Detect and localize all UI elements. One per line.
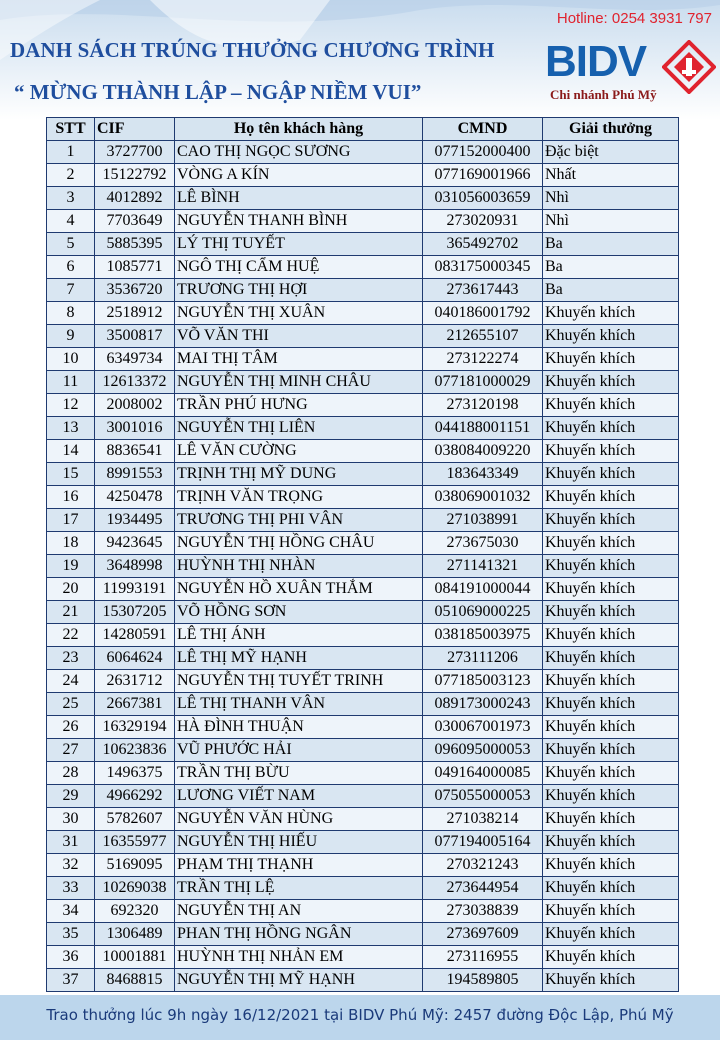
- row-prize: Nhì: [543, 187, 679, 210]
- table-row: [47, 555, 679, 578]
- row-cif: 3648998: [95, 555, 175, 578]
- row-cmnd: 273020931: [423, 210, 543, 233]
- row-prize: Khuyến khích: [543, 693, 679, 716]
- row-cif: 3727700: [95, 141, 175, 164]
- row-cmnd: 273675030: [423, 532, 543, 555]
- table-row: [47, 647, 679, 670]
- row-customer-name: TRẦN THỊ BỪU: [175, 762, 423, 785]
- page-title: DANH SÁCH TRÚNG THƯỞNG CHƯƠNG TRÌNH: [10, 38, 495, 62]
- row-stt: 11: [47, 371, 95, 394]
- row-stt: 6: [47, 256, 95, 279]
- table-row: [47, 371, 679, 394]
- row-cif: 5885395: [95, 233, 175, 256]
- row-stt: 32: [47, 854, 95, 877]
- table-row: [47, 670, 679, 693]
- row-prize: Khuyến khích: [543, 394, 679, 417]
- row-cif: 8991553: [95, 463, 175, 486]
- row-cif: 6349734: [95, 348, 175, 371]
- row-prize: Khuyến khích: [543, 302, 679, 325]
- row-prize: Khuyến khích: [543, 854, 679, 877]
- row-customer-name: HÀ ĐÌNH THUẬN: [175, 716, 423, 739]
- row-customer-name: NGUYỄN THỊ MINH CHÂU: [175, 371, 423, 394]
- table-row: [47, 394, 679, 417]
- row-stt: 14: [47, 440, 95, 463]
- row-cmnd: 183643349: [423, 463, 543, 486]
- row-prize: Khuyến khích: [543, 417, 679, 440]
- row-stt: 19: [47, 555, 95, 578]
- row-cmnd: 273697609: [423, 923, 543, 946]
- row-prize: Khuyến khích: [543, 762, 679, 785]
- row-customer-name: TRỊNH THỊ MỸ DUNG: [175, 463, 423, 486]
- row-cmnd: 044188001151: [423, 417, 543, 440]
- row-stt: 20: [47, 578, 95, 601]
- row-customer-name: NGUYỄN THỊ LIÊN: [175, 417, 423, 440]
- header-stt: STT: [47, 118, 95, 141]
- row-customer-name: NGUYỄN THỊ AN: [175, 900, 423, 923]
- table-row: [47, 969, 679, 992]
- row-cmnd: 075055000053: [423, 785, 543, 808]
- row-cif: 1496375: [95, 762, 175, 785]
- table-row: [47, 233, 679, 256]
- row-stt: 27: [47, 739, 95, 762]
- row-stt: 12: [47, 394, 95, 417]
- row-prize: Khuyến khích: [543, 877, 679, 900]
- row-customer-name: NGUYỄN HỒ XUÂN THẮM: [175, 578, 423, 601]
- row-cif: 3536720: [95, 279, 175, 302]
- row-cmnd: 271038214: [423, 808, 543, 831]
- row-prize: Ba: [543, 233, 679, 256]
- table-row: [47, 946, 679, 969]
- table-row: [47, 187, 679, 210]
- branch-label: Chi nhánh Phú Mỹ: [550, 87, 657, 102]
- row-customer-name: HUỲNH THỊ NHÀN: [175, 555, 423, 578]
- row-cif: 15122792: [95, 164, 175, 187]
- row-customer-name: CAO THỊ NGỌC SƯƠNG: [175, 141, 423, 164]
- row-cif: 8836541: [95, 440, 175, 463]
- row-customer-name: VÕ HỒNG SƠN: [175, 601, 423, 624]
- table-row: [47, 808, 679, 831]
- table-row: [47, 532, 679, 555]
- row-cmnd: 273122274: [423, 348, 543, 371]
- table-row: [47, 877, 679, 900]
- header-cif: CIF: [95, 118, 175, 141]
- row-cmnd: 077185003123: [423, 670, 543, 693]
- row-prize: Khuyến khích: [543, 831, 679, 854]
- row-stt: 29: [47, 785, 95, 808]
- table-row: [47, 831, 679, 854]
- row-cmnd: 365492702: [423, 233, 543, 256]
- row-cmnd: 273617443: [423, 279, 543, 302]
- row-cif: 10269038: [95, 877, 175, 900]
- row-cmnd: 089173000243: [423, 693, 543, 716]
- row-stt: 10: [47, 348, 95, 371]
- row-stt: 8: [47, 302, 95, 325]
- row-cmnd: 212655107: [423, 325, 543, 348]
- row-customer-name: NGUYỄN THỊ HIẾU: [175, 831, 423, 854]
- row-stt: 3: [47, 187, 95, 210]
- row-prize: Khuyến khích: [543, 486, 679, 509]
- row-customer-name: LÊ THỊ THANH VÂN: [175, 693, 423, 716]
- row-cif: 15307205: [95, 601, 175, 624]
- row-cmnd: 084191000044: [423, 578, 543, 601]
- row-customer-name: LÊ THỊ MỸ HẠNH: [175, 647, 423, 670]
- row-cif: 4966292: [95, 785, 175, 808]
- table-row: [47, 693, 679, 716]
- table-row: [47, 578, 679, 601]
- row-cmnd: 273038839: [423, 900, 543, 923]
- row-prize: Khuyến khích: [543, 440, 679, 463]
- row-cmnd: 273116955: [423, 946, 543, 969]
- row-cif: 3001016: [95, 417, 175, 440]
- row-stt: 18: [47, 532, 95, 555]
- row-customer-name: TRƯƠNG THỊ HỢI: [175, 279, 423, 302]
- row-customer-name: LÝ THỊ TUYẾT: [175, 233, 423, 256]
- row-stt: 21: [47, 601, 95, 624]
- row-cif: 5782607: [95, 808, 175, 831]
- row-stt: 37: [47, 969, 95, 992]
- row-cmnd: 077181000029: [423, 371, 543, 394]
- row-stt: 23: [47, 647, 95, 670]
- row-cif: 1085771: [95, 256, 175, 279]
- row-cif: 8468815: [95, 969, 175, 992]
- table-row: [47, 325, 679, 348]
- row-cmnd: 040186001792: [423, 302, 543, 325]
- row-customer-name: NGUYỄN THỊ HỒNG CHÂU: [175, 532, 423, 555]
- logo-wordmark: BIDV: [545, 37, 647, 86]
- row-stt: 1: [47, 141, 95, 164]
- row-cif: 7703649: [95, 210, 175, 233]
- table-row: [47, 440, 679, 463]
- table-row: [47, 348, 679, 371]
- row-prize: Ba: [543, 256, 679, 279]
- row-cmnd: 030067001973: [423, 716, 543, 739]
- table-row: [47, 210, 679, 233]
- row-cif: 5169095: [95, 854, 175, 877]
- row-stt: 9: [47, 325, 95, 348]
- row-customer-name: TRỊNH VĂN TRỌNG: [175, 486, 423, 509]
- bidv-emblem-icon: [662, 40, 716, 94]
- row-cif: 11993191: [95, 578, 175, 601]
- header-cmnd: CMND: [423, 118, 543, 141]
- row-customer-name: LÊ THỊ ÁNH: [175, 624, 423, 647]
- row-customer-name: TRẦN PHÚ HƯNG: [175, 394, 423, 417]
- table-row: [47, 302, 679, 325]
- table-row: [47, 601, 679, 624]
- row-cif: 692320: [95, 900, 175, 923]
- row-cmnd: 083175000345: [423, 256, 543, 279]
- row-cif: 2667381: [95, 693, 175, 716]
- row-cif: 14280591: [95, 624, 175, 647]
- row-stt: 30: [47, 808, 95, 831]
- table-row: [47, 739, 679, 762]
- row-prize: Khuyến khích: [543, 578, 679, 601]
- row-customer-name: NGUYỄN THỊ MỸ HẠNH: [175, 969, 423, 992]
- row-stt: 16: [47, 486, 95, 509]
- row-prize: Khuyến khích: [543, 739, 679, 762]
- table-row: [47, 417, 679, 440]
- row-cmnd: 273111206: [423, 647, 543, 670]
- row-prize: Khuyến khích: [543, 946, 679, 969]
- row-cif: 4250478: [95, 486, 175, 509]
- row-customer-name: MAI THỊ TÂM: [175, 348, 423, 371]
- row-customer-name: TRƯƠNG THỊ PHI VÂN: [175, 509, 423, 532]
- row-prize: Khuyến khích: [543, 371, 679, 394]
- row-stt: 17: [47, 509, 95, 532]
- row-cif: 1934495: [95, 509, 175, 532]
- row-cmnd: 038084009220: [423, 440, 543, 463]
- row-prize: Khuyến khích: [543, 647, 679, 670]
- row-cmnd: 051069000225: [423, 601, 543, 624]
- row-customer-name: VŨ PHƯỚC HẢI: [175, 739, 423, 762]
- table-row: [47, 486, 679, 509]
- table-row: [47, 923, 679, 946]
- row-stt: 25: [47, 693, 95, 716]
- row-prize: Nhất: [543, 164, 679, 187]
- row-prize: Khuyến khích: [543, 624, 679, 647]
- row-cif: 3500817: [95, 325, 175, 348]
- row-stt: 5: [47, 233, 95, 256]
- row-cmnd: 038185003975: [423, 624, 543, 647]
- table-row: [47, 762, 679, 785]
- row-customer-name: TRẦN THỊ LỆ: [175, 877, 423, 900]
- row-customer-name: PHẠM THỊ THẠNH: [175, 854, 423, 877]
- row-prize: Đặc biệt: [543, 141, 679, 164]
- table-row: [47, 785, 679, 808]
- hotline-text: Hotline: 0254 3931 797: [556, 10, 712, 27]
- row-prize: Khuyến khích: [543, 808, 679, 831]
- row-customer-name: NGUYỄN THỊ XUÂN: [175, 302, 423, 325]
- row-cmnd: 194589805: [423, 969, 543, 992]
- row-stt: 15: [47, 463, 95, 486]
- row-customer-name: NGUYỄN THỊ TUYẾT TRINH: [175, 670, 423, 693]
- award-info-footer: Trao thưởng lúc 9h ngày 16/12/2021 tại BIDV Phú Mỹ: 2457 đường Độc Lập, Phú Mỹ: [0, 995, 720, 1040]
- row-stt: 4: [47, 210, 95, 233]
- row-customer-name: PHAN THỊ HỒNG NGÂN: [175, 923, 423, 946]
- row-prize: Khuyến khích: [543, 900, 679, 923]
- table-header-row: [47, 118, 679, 141]
- row-cif: 2518912: [95, 302, 175, 325]
- row-cif: 2008002: [95, 394, 175, 417]
- program-subtitle: “ MỪNG THÀNH LẬP – NGẬP NIỀM VUI”: [14, 80, 422, 104]
- row-customer-name: LÊ BÌNH: [175, 187, 423, 210]
- table-row: [47, 141, 679, 164]
- row-stt: 35: [47, 923, 95, 946]
- table-row: [47, 279, 679, 302]
- row-prize: Khuyến khích: [543, 670, 679, 693]
- row-stt: 26: [47, 716, 95, 739]
- row-prize: Ba: [543, 279, 679, 302]
- row-customer-name: LƯƠNG VIẾT NAM: [175, 785, 423, 808]
- row-customer-name: LÊ VĂN CƯỜNG: [175, 440, 423, 463]
- row-customer-name: NGUYỄN VĂN HÙNG: [175, 808, 423, 831]
- row-stt: 2: [47, 164, 95, 187]
- row-cmnd: 273644954: [423, 877, 543, 900]
- row-prize: Khuyến khích: [543, 716, 679, 739]
- row-prize: Khuyến khích: [543, 785, 679, 808]
- winners-table: [46, 117, 679, 992]
- row-cmnd: 271038991: [423, 509, 543, 532]
- row-cmnd: 273120198: [423, 394, 543, 417]
- row-cif: 6064624: [95, 647, 175, 670]
- row-stt: 33: [47, 877, 95, 900]
- row-prize: Nhì: [543, 210, 679, 233]
- row-prize: Khuyến khích: [543, 969, 679, 992]
- table-row: [47, 509, 679, 532]
- row-prize: Khuyến khích: [543, 601, 679, 624]
- row-stt: 31: [47, 831, 95, 854]
- row-prize: Khuyến khích: [543, 463, 679, 486]
- row-stt: 34: [47, 900, 95, 923]
- row-stt: 24: [47, 670, 95, 693]
- row-customer-name: NGÔ THỊ CẨM HUỆ: [175, 256, 423, 279]
- table-row: [47, 900, 679, 923]
- row-cif: 4012892: [95, 187, 175, 210]
- row-prize: Khuyến khích: [543, 923, 679, 946]
- row-cif: 10001881: [95, 946, 175, 969]
- table-row: [47, 854, 679, 877]
- row-customer-name: NGUYỄN THANH BÌNH: [175, 210, 423, 233]
- row-cif: 16355977: [95, 831, 175, 854]
- table-row: [47, 463, 679, 486]
- row-cif: 1306489: [95, 923, 175, 946]
- header-customer-name: Họ tên khách hàng: [175, 118, 423, 141]
- table-row: [47, 256, 679, 279]
- row-cmnd: 096095000053: [423, 739, 543, 762]
- table-row: [47, 164, 679, 187]
- row-cmnd: 271141321: [423, 555, 543, 578]
- row-customer-name: HUỲNH THỊ NHẢN EM: [175, 946, 423, 969]
- row-stt: 28: [47, 762, 95, 785]
- row-stt: 22: [47, 624, 95, 647]
- row-cmnd: 077152000400: [423, 141, 543, 164]
- row-cif: 10623836: [95, 739, 175, 762]
- row-prize: Khuyến khích: [543, 348, 679, 371]
- row-cif: 12613372: [95, 371, 175, 394]
- row-cmnd: 270321243: [423, 854, 543, 877]
- row-prize: Khuyến khích: [543, 555, 679, 578]
- row-stt: 7: [47, 279, 95, 302]
- row-stt: 13: [47, 417, 95, 440]
- row-customer-name: VÕ VĂN THI: [175, 325, 423, 348]
- header-prize: Giải thưởng: [543, 118, 679, 141]
- row-cmnd: 031056003659: [423, 187, 543, 210]
- row-cmnd: 038069001032: [423, 486, 543, 509]
- row-prize: Khuyến khích: [543, 325, 679, 348]
- row-cif: 16329194: [95, 716, 175, 739]
- row-cif: 9423645: [95, 532, 175, 555]
- row-cif: 2631712: [95, 670, 175, 693]
- row-prize: Khuyến khích: [543, 532, 679, 555]
- row-cmnd: 077169001966: [423, 164, 543, 187]
- row-stt: 36: [47, 946, 95, 969]
- row-cmnd: 049164000085: [423, 762, 543, 785]
- row-prize: Khuyến khích: [543, 509, 679, 532]
- row-cmnd: 077194005164: [423, 831, 543, 854]
- row-customer-name: VÒNG A KÍN: [175, 164, 423, 187]
- table-row: [47, 716, 679, 739]
- table-row: [47, 624, 679, 647]
